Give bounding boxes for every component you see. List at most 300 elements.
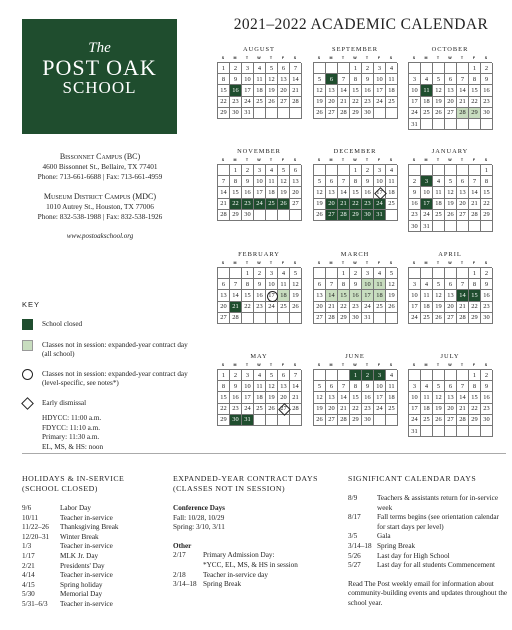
weekday-label: W <box>353 261 357 265</box>
empty-day <box>433 370 445 381</box>
calendar-day: 4 <box>254 370 266 381</box>
calendar-day: 22 <box>350 404 362 415</box>
calendar-day: 13 <box>326 85 338 96</box>
calendar-day: 12 <box>433 290 445 301</box>
weekday-header <box>313 362 397 369</box>
calendar-day: 5 <box>433 381 445 392</box>
empty-day <box>278 313 290 324</box>
calendar-day: 29 <box>338 313 350 324</box>
weekday-label: T <box>245 56 249 60</box>
other-list <box>173 551 333 589</box>
calendar-day: 28 <box>469 210 481 221</box>
month-january <box>408 147 492 232</box>
empty-day <box>230 268 242 279</box>
calendar-day: 27 <box>457 210 469 221</box>
month-october <box>408 45 492 130</box>
calendar-day: 22 <box>469 97 481 108</box>
weekday-label: T <box>365 158 369 162</box>
logo-school: SCHOOL <box>62 78 137 97</box>
calendar-day: 8 <box>469 279 481 290</box>
calendar-day: 27 <box>445 415 457 426</box>
calendar-day: 21 <box>230 302 242 313</box>
empty-day <box>409 63 421 74</box>
list-item <box>22 533 162 543</box>
mdc-address: 1010 Autrey St., Houston, TX 77006 <box>46 201 154 211</box>
empty-day <box>242 313 254 324</box>
empty-day <box>314 165 326 176</box>
calendar-day: 6 <box>278 370 290 381</box>
calendar-day: 14 <box>230 290 242 301</box>
calendar-day: 7 <box>290 63 302 74</box>
calendar-day: 14 <box>457 290 469 301</box>
weekday-label: T <box>460 56 464 60</box>
calendar-day: 17 <box>374 187 386 198</box>
calendar-day: 26 <box>278 199 290 210</box>
calendar-day: 1 <box>338 268 350 279</box>
weekday-label: S <box>317 56 321 60</box>
empty-day <box>218 165 230 176</box>
item-label: Last day for High School <box>377 551 450 560</box>
calendar-day: 22 <box>338 302 350 313</box>
calendar-day: 27 <box>314 313 326 324</box>
calendar-day: 26 <box>290 302 302 313</box>
calendar-day: 28 <box>338 415 350 426</box>
month-september <box>313 45 397 119</box>
weekday-label: M <box>233 158 237 162</box>
list-item <box>22 514 162 524</box>
item-date: 2/18 <box>173 570 186 579</box>
calendar-day: 13 <box>445 290 457 301</box>
calendar-day: 30 <box>230 415 242 426</box>
weekday-label: S <box>412 261 416 265</box>
dismissal-fdycc: FDYCC: 11:10 a.m. <box>42 423 101 432</box>
empty-day <box>290 415 302 426</box>
calendar-day: 17 <box>242 392 254 403</box>
item-date: 5/30 <box>22 590 35 599</box>
empty-day <box>457 221 469 232</box>
empty-day <box>278 108 290 119</box>
item-label: Spring Break <box>377 541 416 550</box>
calendar-day: 9 <box>242 176 254 187</box>
empty-day <box>290 108 302 119</box>
calendar-day: 30 <box>350 313 362 324</box>
calendar-day: 11 <box>374 279 386 290</box>
weekday-label: W <box>257 158 261 162</box>
calendar-day: 30 <box>362 108 374 119</box>
calendar-day: 27 <box>278 97 290 108</box>
website-link[interactable]: www.postoakschool.org <box>66 232 134 241</box>
calendar-day: 21 <box>218 199 230 210</box>
calendar-day: 27 <box>290 199 302 210</box>
weekday-label: S <box>389 261 393 265</box>
item-label: Presidents' Day <box>60 561 105 570</box>
weekday-label: M <box>329 261 333 265</box>
calendar-day: 3 <box>254 165 266 176</box>
calendar-day: 31 <box>242 108 254 119</box>
calendar-day: 25 <box>254 97 266 108</box>
item-date: 4/15 <box>22 580 35 589</box>
calendar-day: 14 <box>469 187 481 198</box>
calendar-day: 23 <box>362 97 374 108</box>
conference-fall: Fall: 10/28, 10/29 <box>173 513 225 522</box>
weekday-label: T <box>269 56 273 60</box>
calendar-day: 3 <box>409 279 421 290</box>
calendar-day: 1 <box>350 63 362 74</box>
calendar-day: 13 <box>218 290 230 301</box>
weekday-label: F <box>281 363 285 367</box>
calendar-day: 28 <box>290 97 302 108</box>
calendar-day: 10 <box>374 176 386 187</box>
calendar-day: 23 <box>481 302 493 313</box>
calendar-day: 5 <box>386 268 398 279</box>
calendar-day: 7 <box>338 74 350 85</box>
calendar-day: 15 <box>350 85 362 96</box>
month-march <box>313 250 397 324</box>
empty-day <box>409 165 421 176</box>
item-date: 5/26 <box>348 551 361 560</box>
calendar-day: 29 <box>218 415 230 426</box>
calendar-day: 2 <box>350 268 362 279</box>
calendar-day: 27 <box>326 210 338 221</box>
calendar-day: 26 <box>445 210 457 221</box>
item-label: Thanksgiving Break <box>60 523 119 532</box>
calendar-day: 1 <box>350 165 362 176</box>
calendar-day: 16 <box>481 290 493 301</box>
calendar-day: 13 <box>445 85 457 96</box>
calendar-day: 31 <box>242 415 254 426</box>
calendar-day: 3 <box>409 74 421 85</box>
calendar-day: 10 <box>374 74 386 85</box>
calendar-day: 19 <box>266 392 278 403</box>
calendar-day: 24 <box>409 108 421 119</box>
calendar-day: 17 <box>242 85 254 96</box>
empty-day <box>374 415 386 426</box>
calendar-day: 30 <box>481 108 493 119</box>
calendar-day: 4 <box>254 63 266 74</box>
diamond-icon <box>21 397 34 410</box>
weekday-label: T <box>436 261 440 265</box>
calendar-day: 25 <box>386 97 398 108</box>
empty-day <box>218 268 230 279</box>
holidays-title: HOLIDAYS & IN-SERVICE <box>22 474 125 483</box>
item-date: 3/5 <box>348 532 358 541</box>
weekday-label: W <box>353 158 357 162</box>
weekday-label: W <box>257 363 261 367</box>
calendar-day: 30 <box>481 313 493 324</box>
item-label: Spring Break <box>203 580 242 589</box>
calendar-day: 6 <box>445 74 457 85</box>
calendar-day: 10 <box>374 381 386 392</box>
calendar-day: 30 <box>362 210 374 221</box>
calendar-day: 9 <box>362 381 374 392</box>
empty-day <box>421 165 433 176</box>
calendar-day: 9 <box>350 279 362 290</box>
calendar-day: 3 <box>242 370 254 381</box>
weekday-label: T <box>245 158 249 162</box>
month-name: AUGUST <box>243 46 275 53</box>
calendar-day: 18 <box>254 85 266 96</box>
calendar-day: 31 <box>409 119 421 130</box>
calendar-day: 21 <box>457 302 469 313</box>
calendar-day: 27 <box>278 404 290 415</box>
empty-day <box>266 210 278 221</box>
calendar-day: 11 <box>254 74 266 85</box>
calendar-day: 6 <box>326 176 338 187</box>
empty-day <box>445 63 457 74</box>
item-label: Primary Admission Day: <box>203 551 275 560</box>
mdc-name: Museum District Campus (MDC) <box>43 191 157 201</box>
calendar-day: 26 <box>266 404 278 415</box>
calendar-day: 10 <box>266 279 278 290</box>
empty-day <box>266 108 278 119</box>
weekday-label: S <box>412 56 416 60</box>
calendar-day: 11 <box>421 85 433 96</box>
calendar-day: 19 <box>433 404 445 415</box>
calendar-day: 5 <box>290 268 302 279</box>
expanded-title: EXPANDED-YEAR CONTRACT DAYS <box>173 474 318 483</box>
day-grid <box>217 267 301 324</box>
weekday-label: S <box>221 261 225 265</box>
calendar-day: 23 <box>230 404 242 415</box>
weekday-label: F <box>377 261 381 265</box>
calendar-day: 12 <box>314 187 326 198</box>
calendar-day: 29 <box>469 108 481 119</box>
calendar-day: 5 <box>433 279 445 290</box>
calendar-day: 25 <box>386 404 398 415</box>
calendar-day: 13 <box>278 74 290 85</box>
calendar-day: 22 <box>350 199 362 210</box>
weekday-label: T <box>245 261 249 265</box>
list-item <box>348 542 508 552</box>
calendar-day: 17 <box>421 199 433 210</box>
calendar-day: 18 <box>421 404 433 415</box>
calendar-day: 9 <box>481 279 493 290</box>
empty-day <box>386 210 398 221</box>
calendar-day: 19 <box>266 85 278 96</box>
weekday-label: S <box>221 363 225 367</box>
calendar-day: 29 <box>350 108 362 119</box>
empty-day <box>421 268 433 279</box>
item-date: 3/14–18 <box>173 580 197 589</box>
mdc-phone: Phone: 832-538-1988 | Fax: 832-538-1926 <box>37 212 163 222</box>
calendar-day: 12 <box>386 279 398 290</box>
calendar-day: 21 <box>326 302 338 313</box>
month-june <box>313 352 397 426</box>
calendar-day: 8 <box>350 381 362 392</box>
calendar-day: 26 <box>433 108 445 119</box>
campus-contact <box>8 152 192 241</box>
empty-day <box>326 165 338 176</box>
calendar-day: 11 <box>254 381 266 392</box>
list-item <box>22 571 162 581</box>
empty-day <box>481 426 493 437</box>
list-item <box>348 552 508 562</box>
calendar-day: 25 <box>278 302 290 313</box>
weekday-label: S <box>317 158 321 162</box>
calendar-day: 1 <box>350 370 362 381</box>
calendar-day: 11 <box>266 176 278 187</box>
calendar-day: 29 <box>481 210 493 221</box>
calendar-day: 3 <box>242 63 254 74</box>
calendar-day: 22 <box>230 199 242 210</box>
calendar-day: 22 <box>469 302 481 313</box>
weekday-label: W <box>353 56 357 60</box>
page-title: 2021–2022 ACADEMIC CALENDAR <box>233 16 489 33</box>
empty-day <box>433 268 445 279</box>
empty-day <box>290 313 302 324</box>
calendar-day: 18 <box>421 302 433 313</box>
school-logo <box>22 19 177 134</box>
calendar-day: 17 <box>374 85 386 96</box>
item-label: Spring holiday <box>60 580 103 589</box>
calendar-day: 3 <box>374 63 386 74</box>
key-title: KEY <box>22 300 41 309</box>
month-august <box>217 45 301 119</box>
empty-day <box>254 313 266 324</box>
circle-icon <box>22 369 33 380</box>
calendar-day: 25 <box>374 302 386 313</box>
empty-day <box>266 415 278 426</box>
weekday-label: M <box>329 363 333 367</box>
weekday-label: T <box>341 261 345 265</box>
month-name: MAY <box>250 353 268 360</box>
dismissal-times <box>42 414 197 452</box>
empty-day <box>469 426 481 437</box>
calendar-day: 10 <box>362 279 374 290</box>
calendar-day: 24 <box>266 302 278 313</box>
weekday-label: M <box>329 56 333 60</box>
weekday-label: T <box>460 261 464 265</box>
calendar-day: 31 <box>421 221 433 232</box>
weekday-label: F <box>377 363 381 367</box>
calendar-day: 16 <box>230 392 242 403</box>
empty-day <box>314 370 326 381</box>
calendar-day: 20 <box>445 97 457 108</box>
weekday-header <box>313 157 397 164</box>
calendar-day: 18 <box>386 85 398 96</box>
calendar-day: 21 <box>338 199 350 210</box>
calendar-day: 20 <box>445 302 457 313</box>
weekday-label: T <box>460 363 464 367</box>
calendar-day: 11 <box>421 392 433 403</box>
empty-day <box>374 313 386 324</box>
calendar-day: 2 <box>409 176 421 187</box>
calendar-day: 25 <box>386 199 398 210</box>
weekday-label: F <box>472 56 476 60</box>
month-name: SEPTEMBER <box>332 46 378 53</box>
calendar-day: 25 <box>421 313 433 324</box>
calendar-day: 2 <box>230 370 242 381</box>
calendar-day: 9 <box>230 381 242 392</box>
calendar-day: 1 <box>469 268 481 279</box>
calendar-day: 1 <box>218 63 230 74</box>
dismissal-primary: Primary: 11:30 a.m. <box>42 433 100 441</box>
key-circle: Classes not in session: expanded-year contract day (level-specific, see notes*) <box>42 370 188 387</box>
calendar-day: 23 <box>242 199 254 210</box>
calendar-day: 26 <box>386 302 398 313</box>
item-label: Fall terms begins (see orientation calendar for start days per level) <box>377 513 499 531</box>
calendar-day: 29 <box>469 415 481 426</box>
key-closed: School closed <box>42 320 83 328</box>
calendar-day: 19 <box>290 290 302 301</box>
significant-section <box>348 474 508 609</box>
empty-day <box>278 210 290 221</box>
calendar-day: 8 <box>481 176 493 187</box>
item-date: 12/20–31 <box>22 532 50 541</box>
calendar-day: 10 <box>421 187 433 198</box>
calendar-day: 29 <box>218 108 230 119</box>
weekday-header <box>217 260 301 267</box>
weekday-header <box>313 260 397 267</box>
calendar-day: 23 <box>230 97 242 108</box>
calendar-day: 21 <box>457 97 469 108</box>
calendar-day: 8 <box>469 74 481 85</box>
calendar-day: 1 <box>242 268 254 279</box>
empty-day <box>433 119 445 130</box>
calendar-day: 24 <box>362 302 374 313</box>
weekday-label: T <box>341 158 345 162</box>
calendar-day: 3 <box>409 381 421 392</box>
calendar-day: 29 <box>230 210 242 221</box>
calendar-day: 10 <box>242 74 254 85</box>
calendar-day: 7 <box>338 381 350 392</box>
weekday-label: M <box>424 158 428 162</box>
empty-day <box>481 221 493 232</box>
empty-day <box>481 119 493 130</box>
calendar-day: 23 <box>481 97 493 108</box>
empty-day <box>290 210 302 221</box>
calendar-day: 1 <box>469 370 481 381</box>
item-date: 8/9 <box>348 494 358 502</box>
calendar-day: 27 <box>326 108 338 119</box>
calendar-day: 14 <box>457 85 469 96</box>
calendar-day: 10 <box>242 381 254 392</box>
empty-day <box>457 119 469 130</box>
calendar-day: 29 <box>350 415 362 426</box>
calendar-day: 19 <box>314 97 326 108</box>
day-grid <box>408 164 492 232</box>
calendar-day: 16 <box>350 290 362 301</box>
calendar-day: 11 <box>421 290 433 301</box>
calendar-day: 25 <box>421 415 433 426</box>
calendar-day: 11 <box>386 381 398 392</box>
significant-list <box>348 494 508 571</box>
calendar-day: 20 <box>290 187 302 198</box>
calendar-day: 26 <box>266 97 278 108</box>
weekday-label: S <box>221 158 225 162</box>
weekday-label: M <box>424 363 428 367</box>
day-grid <box>217 369 301 426</box>
calendar-day: 15 <box>242 290 254 301</box>
list-item <box>348 561 508 571</box>
empty-day <box>386 313 398 324</box>
calendar-day: 5 <box>445 176 457 187</box>
calendar-day: 23 <box>409 210 421 221</box>
weekday-label: M <box>233 363 237 367</box>
calendar-day: 3 <box>421 176 433 187</box>
calendar-day: 6 <box>326 381 338 392</box>
calendar-day: 29 <box>469 313 481 324</box>
weekday-label: M <box>233 56 237 60</box>
empty-day <box>433 426 445 437</box>
day-grid <box>408 369 492 437</box>
calendar-key <box>22 300 197 452</box>
day-grid <box>408 267 492 324</box>
calendar-day: 9 <box>230 74 242 85</box>
calendar-day: 18 <box>421 97 433 108</box>
item-date: 1/3 <box>22 542 32 551</box>
list-item <box>348 532 508 542</box>
